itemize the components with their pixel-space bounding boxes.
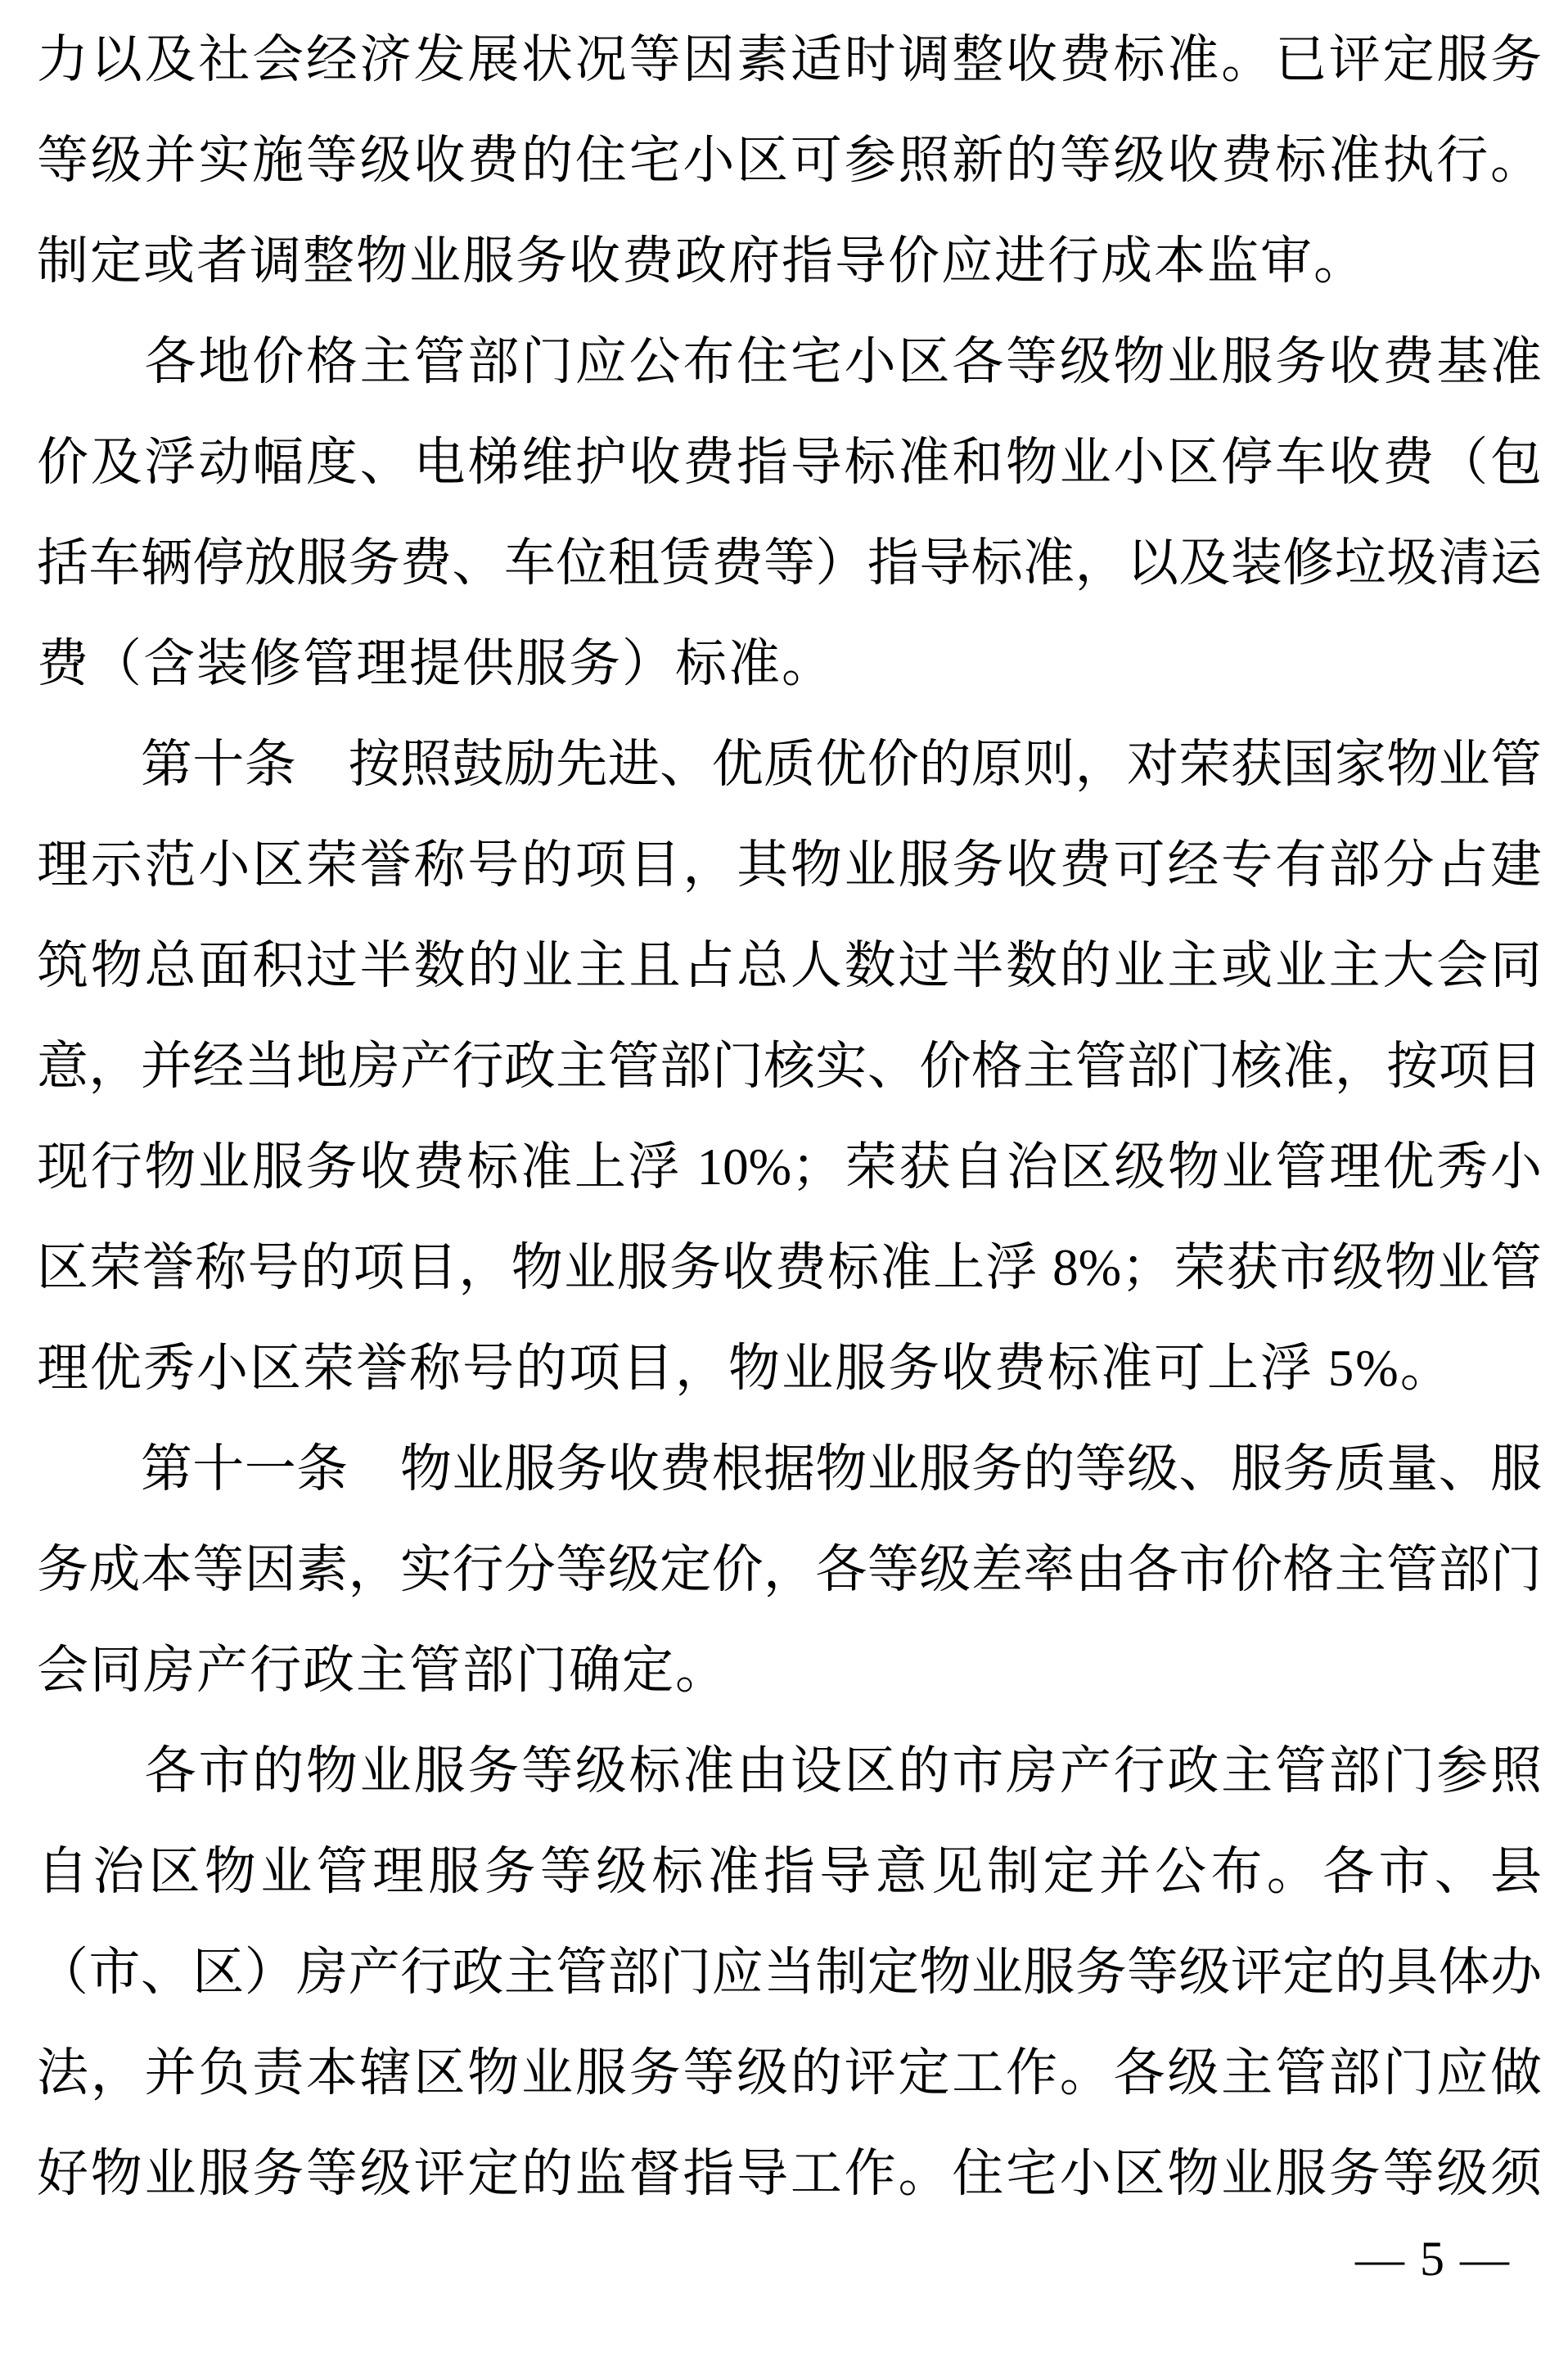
text-line: 括车辆停放服务费、车位租赁费等）指导标准，以及装修垃圾清运 [37,534,1542,592]
text-line: （市、区）房产行政主管部门应当制定物业服务等级评定的具体办 [37,1944,1542,2001]
text-line: 区荣誉称号的项目，物业服务收费标准上浮 8%；荣获市级物业管 [37,1239,1542,1296]
page-number: — 5 — [1355,2232,1511,2286]
text-line: 力以及社会经济发展状况等因素适时调整收费标准。已评定服务 [37,31,1542,88]
text-line: 第十条 按照鼓励先进、优质优价的原则，对荣获国家物业管 [37,736,1542,793]
text-line: 各市的物业服务等级标准由设区的市房产行政主管部门参照 [37,1742,1542,1800]
text-line: 现行物业服务收费标准上浮 10%；荣获自治区级物业管理优秀小 [37,1138,1542,1196]
text-line: 会同房产行政主管部门确定。 [37,1642,728,1699]
text-line: 制定或者调整物业服务收费政府指导价应进行成本监审。 [37,232,1367,290]
text-line: 意，并经当地房产行政主管部门核实、价格主管部门核准，按项目 [37,1038,1542,1095]
text-line: 筑物总面积过半数的业主且占总人数过半数的业主或业主大会同 [37,937,1542,994]
text-line: 法，并负责本辖区物业服务等级的评定工作。各级主管部门应做 [37,2044,1542,2102]
text-line: 费（含装修管理提供服务）标准。 [37,635,835,692]
text-line: 好物业服务等级评定的监督指导工作。住宅小区物业服务等级须 [37,2145,1542,2202]
document-body [37,10,1542,2224]
text-line: 等级并实施等级收费的住宅小区可参照新的等级收费标准执行。 [37,132,1542,189]
text-line: 第十一条 物业服务收费根据物业服务的等级、服务质量、服 [37,1440,1542,1498]
text-line: 价及浮动幅度、电梯维护收费指导标准和物业小区停车收费（包 [37,434,1542,491]
text-line: 理优秀小区荣誉称号的项目，物业服务收费标准可上浮 5%。 [37,1340,1453,1397]
text-line: 务成本等因素，实行分等级定价，各等级差率由各市价格主管部门 [37,1541,1542,1598]
text-line: 理示范小区荣誉称号的项目，其物业服务收费可经专有部分占建 [37,836,1542,894]
text-line: 各地价格主管部门应公布住宅小区各等级物业服务收费基准 [37,333,1542,390]
text-line: 自治区物业管理服务等级标准指导意见制定并公布。各市、县 [37,1843,1542,1900]
